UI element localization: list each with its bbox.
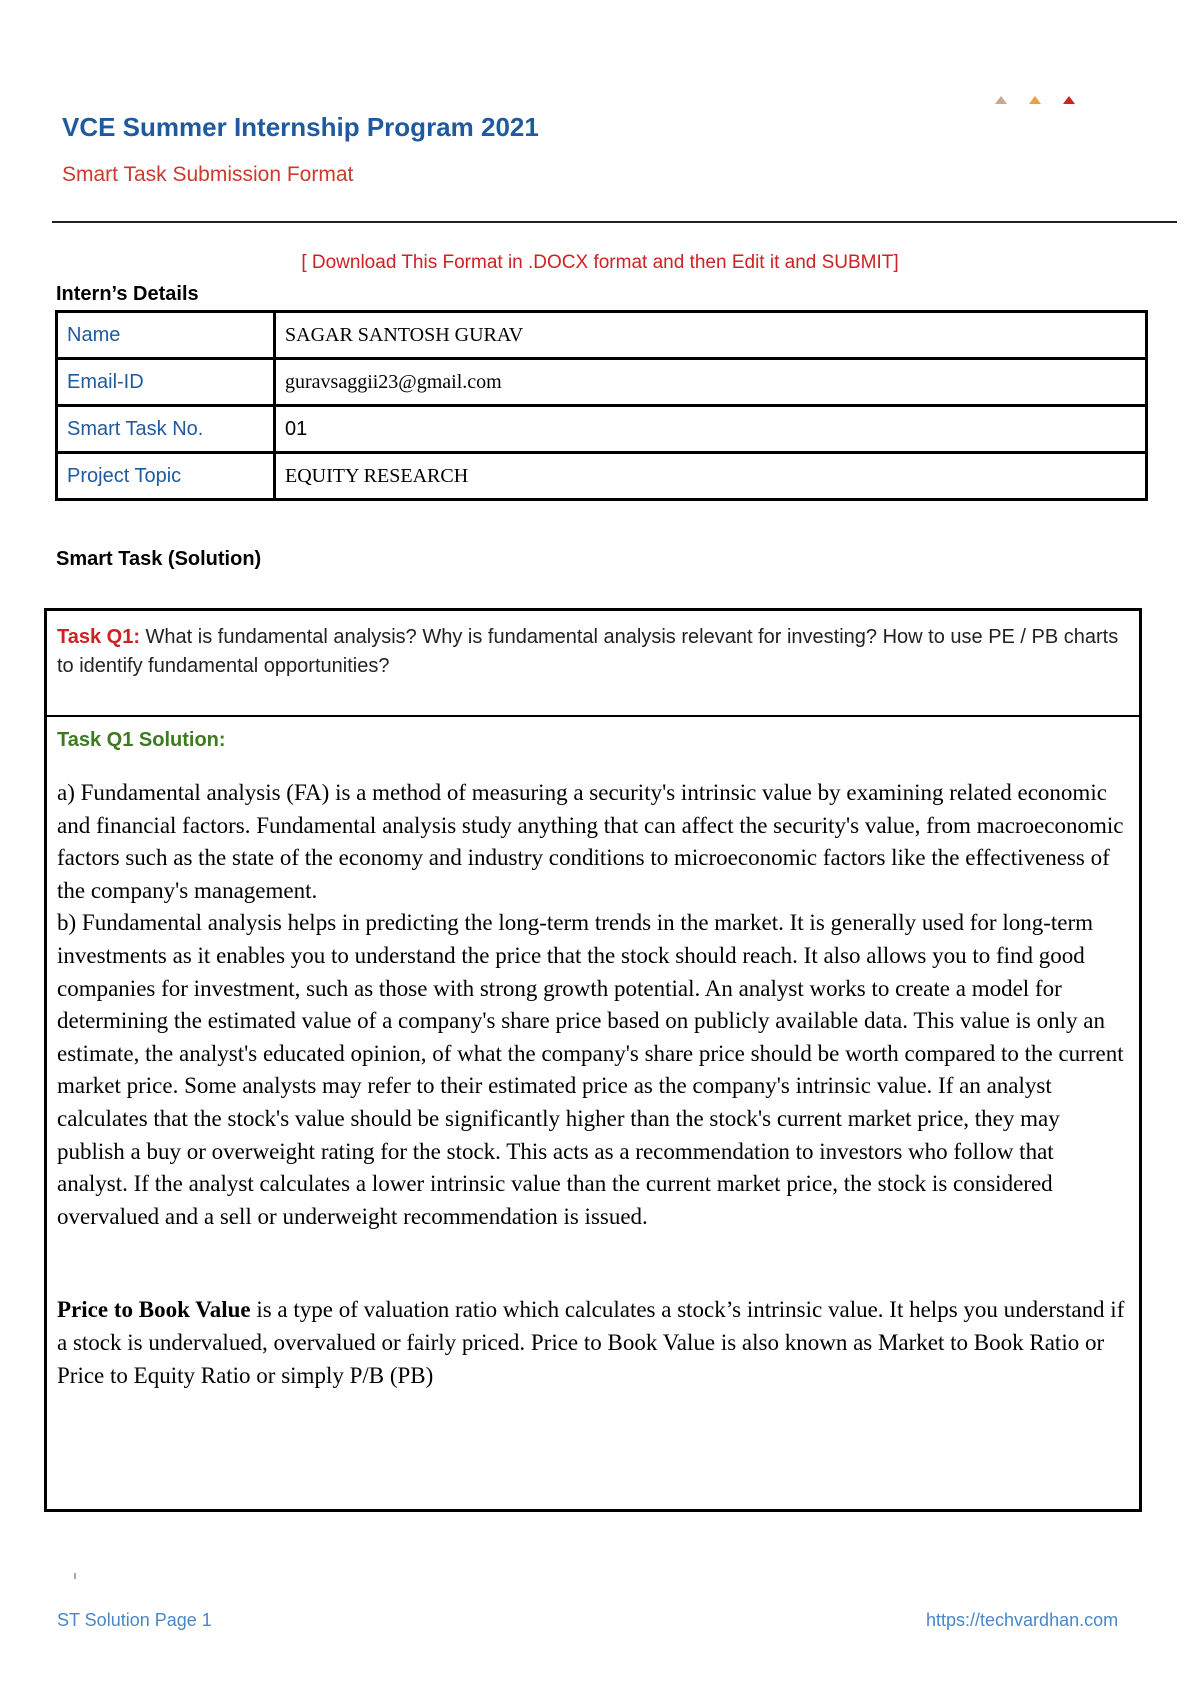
- solution-cell: [47, 717, 1139, 1402]
- download-note: [ Download This Format in .DOCX format and then Edit it and SUBMIT]: [301, 252, 899, 273]
- page-title: VCE Summer Internship Program 2021: [62, 112, 539, 142]
- triangle-3: [1063, 96, 1075, 104]
- task-no-value: 01: [275, 406, 1147, 453]
- name-value: SAGAR SANTOSH GURAV: [275, 312, 1147, 359]
- project-topic-label: Project Topic: [57, 453, 275, 500]
- email-value: guravsaggii23@gmail.com: [275, 359, 1147, 406]
- price-to-book-term: Price to Book Value: [57, 1297, 251, 1323]
- task-no-label: Smart Task No.: [57, 406, 275, 453]
- price-to-book-paragraph: [57, 1294, 1129, 1392]
- table-row: [57, 453, 1147, 500]
- stray-mark: [74, 1573, 76, 1579]
- solution-label: Task Q1 Solution:: [57, 729, 226, 751]
- price-to-book-text: is a type of valuation ratio which calculates a stock’s intrinsic value. It helps you understand if a stock is undervalued, overvalued or fairly priced. Price to Book Value is also known as Market to Book Ratio or Price to Equity Ratio or simply P/B (PB): [57, 1297, 1125, 1388]
- triangle-1: [995, 96, 1007, 104]
- table-row: [57, 312, 1147, 359]
- page-subtitle: Smart Task Submission Format: [62, 163, 354, 186]
- project-topic-value: EQUITY RESEARCH: [275, 453, 1147, 500]
- footer-page-label: ST Solution Page 1: [57, 1610, 212, 1630]
- table-row: [57, 406, 1147, 453]
- triangle-2: [1029, 96, 1041, 104]
- question-text: What is fundamental analysis? Why is fundamental analysis relevant for investing? How to use PE / PB charts to identify fundamental opportunities?: [57, 626, 1119, 677]
- interns-details-heading: Intern’s Details: [56, 283, 199, 305]
- table-row: [57, 359, 1147, 406]
- question-label: Task Q1:: [57, 626, 140, 648]
- decorative-triangles-icon: [995, 92, 1075, 104]
- name-label: Name: [57, 312, 275, 359]
- header-divider: [52, 221, 1177, 223]
- solution-paragraph-b: b) Fundamental analysis helps in predicting the long-term trends in the market. It is generally used for long-term investments as it enables you to understand the price that the stock should reach. It also allows you to find good companies for investment, such as those with strong growth potential. An analyst works to create a model for determining the estimated value of a company's share price based on publicly available data. This value is only an estimate, the analyst's educated opinion, of what the company's share price should be worth compared to the current market price. Some analysts may refer to their estimated price as the company's intrinsic value. If an analyst calculates that the stock's value should be significantly higher than the stock's current market price, they may publish a buy or overweight rating for the stock. This acts as a recommendation to investors who follow that analyst. If the analyst calculates a lower intrinsic value than the current market price, the stock is considered overvalued and a sell or underweight recommendation is issued.: [57, 910, 1124, 1229]
- interns-details-table: [55, 310, 1148, 501]
- solution-paragraph-a: a) Fundamental analysis (FA) is a method of measuring a security's intrinsic value by examining related economic and financial factors. Fundamental analysis study anything that can affect the security's value, from macroeconomic factors such as the state of the economy and industry conditions to microeconomic factors like the effectiveness of the company's management.: [57, 780, 1124, 903]
- email-label: Email-ID: [57, 359, 275, 406]
- question-cell: [47, 611, 1139, 717]
- smart-task-heading: Smart Task (Solution): [56, 548, 262, 570]
- footer-url-link[interactable]: https://techvardhan.com: [926, 1610, 1119, 1630]
- task-box: [44, 608, 1142, 1512]
